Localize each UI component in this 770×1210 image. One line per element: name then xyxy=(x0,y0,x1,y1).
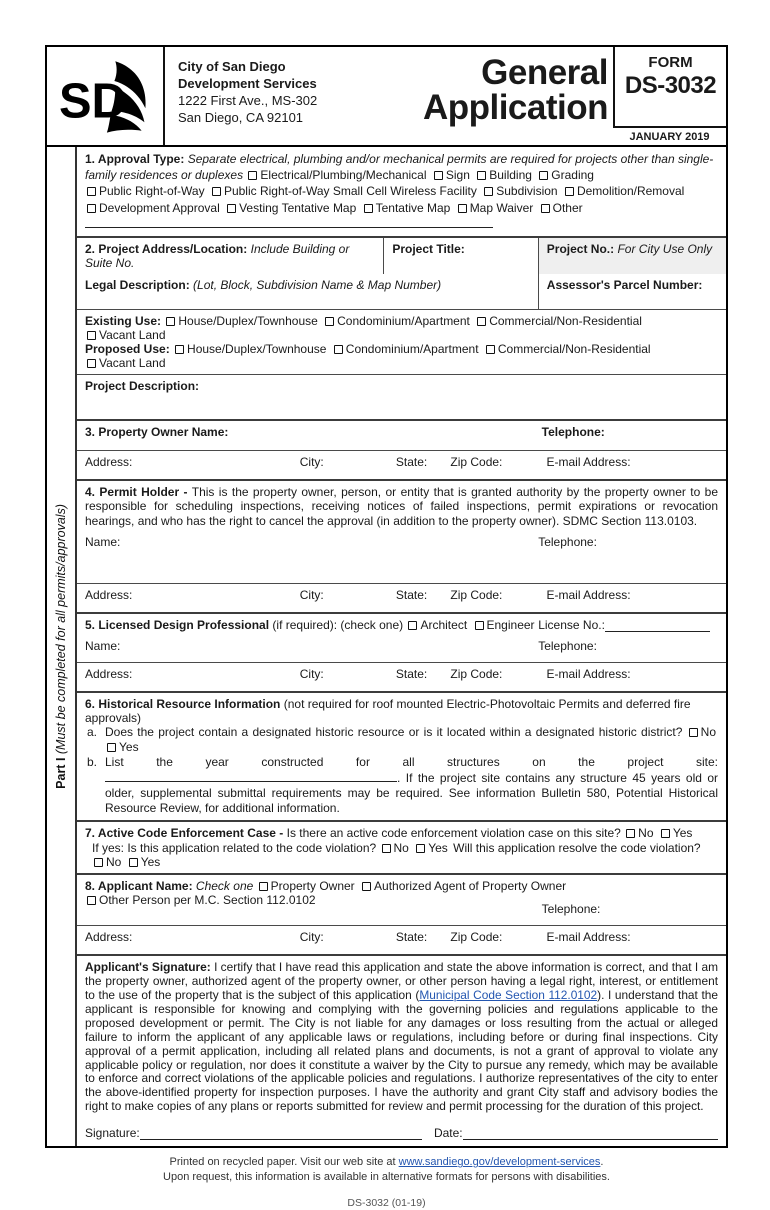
option-building[interactable]: Building xyxy=(475,168,532,182)
historic-no-option[interactable]: No xyxy=(687,725,716,739)
permit-holder-text-row xyxy=(77,481,726,583)
city-label: City: xyxy=(299,667,324,682)
project-no-label: Project No.: xyxy=(546,241,615,256)
part1-label: Part I xyxy=(54,757,68,790)
email-label: E-mail Address: xyxy=(546,454,631,469)
address-label: Address: xyxy=(85,454,133,469)
signature-section xyxy=(77,954,726,1146)
project-description-label: Project Description: xyxy=(85,378,200,393)
signature-date-line xyxy=(85,1126,718,1140)
section-8-applicant xyxy=(77,873,726,954)
city-label: City: xyxy=(299,930,324,945)
section-4-permit-holder xyxy=(77,479,726,612)
zip-label: Zip Code: xyxy=(450,930,503,945)
design-professional-label: 5. Licensed Design Professional xyxy=(85,618,270,633)
signature-input-line[interactable] xyxy=(140,1127,422,1140)
legal-description-label: Legal Description: xyxy=(85,277,190,292)
design-professional-name-line[interactable] xyxy=(85,639,718,657)
city-of-san-diego-logo-icon xyxy=(59,58,151,134)
option-architect[interactable]: Architect xyxy=(406,618,467,632)
date-label: Date: xyxy=(433,1126,463,1141)
checkbox-icon[interactable] xyxy=(475,621,484,630)
assessors-parcel-cell[interactable] xyxy=(538,274,726,309)
historical-item-b xyxy=(85,755,718,816)
property-owner-name-label: 3. Property Owner Name: xyxy=(85,424,229,439)
historical-resource-label: 6. Historical Resource Information xyxy=(85,697,281,712)
checkbox-icon[interactable] xyxy=(87,204,96,213)
option-engineer[interactable]: Engineer xyxy=(473,618,535,632)
checkbox-icon[interactable] xyxy=(477,317,486,326)
approval-type-note: Separate electrical, plumbing and/or mechanical permits are required for projects other than single-family residences or duplexes xyxy=(85,152,714,183)
checkbox-icon[interactable] xyxy=(227,204,236,213)
proposed-use-condo[interactable]: Condominium/Apartment xyxy=(332,342,479,356)
form-title xyxy=(355,47,613,145)
proposed-use-house[interactable]: House/Duplex/Townhouse xyxy=(173,342,326,356)
address-label: Address: xyxy=(85,588,133,603)
q1-no-option[interactable]: No xyxy=(624,826,653,840)
state-label: State: xyxy=(395,454,428,469)
permit-holder-text: This is the property owner, person, or entity that is granted authority by the property owner to be responsible for scheduling inspections, receiving notices of failed inspections, permit expirations or revocation hearings, and who has the right to cancel the approval (in addition to the property owner). SDMC Section 113.0103. xyxy=(85,484,719,528)
code-enforcement-line1 xyxy=(85,826,718,840)
checkbox-icon[interactable] xyxy=(477,171,486,180)
website-link[interactable]: www.sandiego.gov/development-services xyxy=(398,1156,601,1169)
historical-resource-header xyxy=(85,697,718,725)
existing-use-label: Existing Use: xyxy=(85,313,162,328)
form-main xyxy=(77,147,726,1146)
applicant-property-owner-option[interactable]: Property Owner xyxy=(257,879,355,893)
legal-description-cell[interactable] xyxy=(77,274,538,309)
checkbox-icon[interactable] xyxy=(486,345,495,354)
code-enforcement-q1: Is there an active code enforcement violation case on this site? xyxy=(286,826,621,841)
design-professional-address-row[interactable] xyxy=(77,662,726,691)
existing-use-commercial[interactable]: Commercial/Non-Residential xyxy=(475,314,642,328)
form-title-line2: Application xyxy=(422,88,608,127)
form-word: FORM xyxy=(648,54,693,71)
checkbox-icon[interactable] xyxy=(129,858,138,867)
q3-yes-option[interactable]: Yes xyxy=(127,855,161,869)
design-professional-note: (if required): (check one) xyxy=(272,618,404,633)
section-2-project-address xyxy=(77,236,726,419)
legal-description-row xyxy=(77,274,726,309)
city-label: City: xyxy=(299,454,324,469)
checkbox-icon[interactable] xyxy=(364,204,373,213)
section-1-approval-type xyxy=(77,147,726,236)
applicant-address-row[interactable] xyxy=(77,925,726,954)
proposed-use-vacant[interactable]: Vacant Land xyxy=(85,356,166,370)
municipal-code-link[interactable]: Municipal Code Section 112.0102 xyxy=(419,987,598,1002)
signature-label: Signature: xyxy=(85,1126,140,1141)
option-subdivision[interactable]: Subdivision xyxy=(482,184,557,198)
option-tentative-map[interactable]: Tentative Map xyxy=(362,201,451,215)
form-number-box xyxy=(613,47,726,128)
applicant-name-row[interactable] xyxy=(77,875,726,925)
permit-holder-name-line[interactable] xyxy=(85,535,718,579)
item-a-text-wrap xyxy=(105,725,718,755)
logo-cell xyxy=(47,47,165,145)
section-7-code-enforcement xyxy=(77,820,726,873)
proposed-use-line xyxy=(85,342,718,370)
checkbox-icon[interactable] xyxy=(362,882,371,891)
q1-yes-option[interactable]: Yes xyxy=(659,826,693,840)
document-number: DS-3032 (01-19) xyxy=(347,1196,426,1209)
assessors-parcel-label: Assessor's Parcel Number: xyxy=(546,277,703,292)
permit-holder-label: 4. Permit Holder - xyxy=(85,484,188,499)
item-a-question: Does the project contain a designated historic resource or is it located within a designated historic district? xyxy=(105,725,683,740)
agency-street: 1222 First Ave., MS-302 xyxy=(178,93,318,109)
form-number: DS-3032 xyxy=(624,72,717,99)
section-6-historical-resource xyxy=(77,691,726,820)
state-label: State: xyxy=(395,930,428,945)
checkbox-icon[interactable] xyxy=(87,187,96,196)
checkbox-icon[interactable] xyxy=(94,858,103,867)
historical-resource-row xyxy=(77,693,726,820)
license-no-input-line[interactable] xyxy=(605,620,710,632)
checkbox-icon[interactable] xyxy=(689,728,698,737)
checkbox-icon[interactable] xyxy=(408,621,417,630)
telephone-label: Telephone: xyxy=(538,535,597,550)
historical-item-a xyxy=(85,725,718,755)
option-other[interactable]: Other xyxy=(539,201,583,215)
form-revision-date: JANUARY 2019 xyxy=(629,131,710,143)
address-label: Address: xyxy=(85,930,133,945)
q2-no-option[interactable]: No xyxy=(380,841,409,855)
zip-label: Zip Code: xyxy=(450,588,503,603)
proposed-use-label: Proposed Use: xyxy=(85,341,170,356)
checkbox-icon[interactable] xyxy=(87,359,96,368)
email-label: E-mail Address: xyxy=(546,588,631,603)
option-development-approval[interactable]: Development Approval xyxy=(85,201,220,215)
project-title-label: Project Title: xyxy=(392,241,465,256)
footer-line2: Upon request, this information is available in alternative formats for persons with disabilities. xyxy=(163,1170,610,1183)
year-constructed-input-line[interactable] xyxy=(105,770,397,782)
item-b-continuation: . If the project site contains any structure 45 years old or older, supplemental submittal requirements may be required. See information Bulletin 580, Potential Historical Resource Review, for additional information. xyxy=(105,771,718,816)
use-row xyxy=(77,309,726,374)
svg-text:SD: SD xyxy=(59,74,127,129)
email-label: E-mail Address: xyxy=(546,930,631,945)
code-enforcement-label: 7. Active Code Enforcement Case - xyxy=(85,826,284,841)
project-description-row[interactable] xyxy=(77,374,726,419)
applicant-name-label: 8. Applicant Name: xyxy=(85,879,193,894)
applicant-other-person-option[interactable]: Other Person per M.C. Section 112.0102 xyxy=(85,893,316,907)
option-sign[interactable]: Sign xyxy=(432,168,470,182)
signature-paragraph xyxy=(85,961,718,1114)
checkbox-icon[interactable] xyxy=(334,345,343,354)
city-label: City: xyxy=(299,588,324,603)
option-grading[interactable]: Grading xyxy=(537,168,594,182)
checkbox-icon[interactable] xyxy=(87,331,96,340)
existing-use-condo[interactable]: Condominium/Apartment xyxy=(323,314,470,328)
part1-sidebar-label xyxy=(54,504,68,789)
license-no-group xyxy=(538,618,710,632)
checkbox-icon[interactable] xyxy=(661,829,670,838)
section-5-design-professional xyxy=(77,612,726,691)
checkbox-icon[interactable] xyxy=(539,171,548,180)
state-label: State: xyxy=(395,588,428,603)
footer-line1 xyxy=(45,1155,728,1169)
footer-line1-text: Printed on recycled paper. Visit our web site at xyxy=(169,1156,399,1169)
option-public-right-of-way[interactable]: Public Right-of-Way xyxy=(85,184,205,198)
checkbox-icon[interactable] xyxy=(259,882,268,891)
checkbox-icon[interactable] xyxy=(87,896,96,905)
design-professional-line xyxy=(85,618,718,632)
project-title-cell[interactable] xyxy=(383,238,537,274)
applicant-authorized-agent-option[interactable]: Authorized Agent of Property Owner xyxy=(360,879,566,893)
checkbox-icon[interactable] xyxy=(382,844,391,853)
checkbox-icon[interactable] xyxy=(458,204,467,213)
option-map-waiver[interactable]: Map Waiver xyxy=(456,201,534,215)
permit-holder-address-row[interactable] xyxy=(77,583,726,612)
form-header xyxy=(47,47,726,147)
applicants-signature-label: Applicant's Signature: xyxy=(85,960,211,975)
signature-block xyxy=(77,956,726,1146)
checkbox-icon[interactable] xyxy=(626,829,635,838)
checkbox-icon[interactable] xyxy=(212,187,221,196)
state-label: State: xyxy=(395,667,428,682)
historical-resource-note: (not required for roof mounted Electric-Photovoltaic Permits and deferred fire approvals) xyxy=(85,697,691,726)
project-address-label: 2. Project Address/Location: xyxy=(85,241,248,256)
project-no-cell xyxy=(538,238,726,274)
q3-no-option[interactable]: No xyxy=(92,855,121,869)
form-body xyxy=(47,147,726,1146)
form-title-line1: General xyxy=(481,53,608,92)
legal-description-note: (Lot, Block, Subdivision Name & Map Number) xyxy=(193,277,442,292)
checkbox-icon[interactable] xyxy=(484,187,493,196)
page-footer xyxy=(45,1155,728,1210)
code-enforcement-line2 xyxy=(85,841,718,869)
project-address-row xyxy=(77,238,726,274)
part1-note: (Must be completed for all permits/approvals) xyxy=(54,504,68,758)
zip-label: Zip Code: xyxy=(450,454,503,469)
agency-city: San Diego, CA 92101 xyxy=(178,110,304,126)
address-label: Address: xyxy=(85,667,133,682)
checkbox-icon[interactable] xyxy=(541,204,550,213)
telephone-label: Telephone: xyxy=(541,902,601,917)
project-address-note: Include Building or Suite No. xyxy=(85,241,350,270)
telephone-label: Telephone: xyxy=(538,639,597,654)
license-no-label: License No.: xyxy=(538,618,605,633)
agency-department: Development Services xyxy=(178,76,317,92)
checkbox-icon[interactable] xyxy=(565,187,574,196)
option-electrical-plumbing-mechanical[interactable]: Electrical/Plumbing/Mechanical xyxy=(246,168,426,182)
historic-yes-option[interactable]: Yes xyxy=(105,740,139,754)
zip-label: Zip Code: xyxy=(450,667,503,682)
code-enforcement-q2: If yes: Is this application related to the code violation? xyxy=(92,841,377,856)
part1-sidebar xyxy=(47,147,77,1146)
checkbox-icon[interactable] xyxy=(166,317,175,326)
footer-line1-period: . xyxy=(600,1156,604,1169)
item-a-prefix: a. xyxy=(87,725,98,740)
signature-text-1: I certify that I have read this application and state the above information is correct, and that I am the property owner, authorized agent of the property owner, or other person having a legal right, interest, or entitlement to the use of the property that is the subject of this application ( xyxy=(85,960,718,1002)
item-b-question: List the year constructed for all structures on the project site: xyxy=(105,755,718,770)
signature-text-2: ). I understand that the applicant is responsible for knowing and complying with the governing policies and regulations applicable to the proposed development or permit. The City is not liable for any damages or loss resulting from the actual or alleged failure to inform the applicant of any applicable laws or regulations, including before or during final inspections. City approval of a permit application, including all related plans and documents, is not a grant of approval to violate any applicable policy or regulation, nor does it constitute a waiver by the City to pursue any remedy, which may be available to enforce and correct violations of the applicable policies and regulations. I authorize representatives of the city to enter the above-identified property for inspection purposes. I have the authority and grant City staff and advisory bodies the right to make copies of any plans or reports submitted for review and permit processing for the duration of this project. xyxy=(85,987,718,1114)
proposed-use-commercial[interactable]: Commercial/Non-Residential xyxy=(484,342,651,356)
code-enforcement-row xyxy=(77,822,726,873)
existing-use-vacant[interactable]: Vacant Land xyxy=(85,328,166,342)
checkbox-icon[interactable] xyxy=(248,171,257,180)
item-b-text-wrap xyxy=(105,755,718,816)
name-label: Name: xyxy=(85,535,121,550)
checkbox-icon[interactable] xyxy=(416,844,425,853)
project-no-note: For City Use Only xyxy=(617,241,713,256)
design-professional-row xyxy=(77,614,726,662)
option-demolition-removal[interactable]: Demolition/Removal xyxy=(563,184,684,198)
checkbox-icon[interactable] xyxy=(175,345,184,354)
option-vesting-tentative-map[interactable]: Vesting Tentative Map xyxy=(225,201,356,215)
option-row-small-cell-wireless[interactable]: Public Right-of-Way Small Cell Wireless Facility xyxy=(210,184,477,198)
property-owner-name-row[interactable] xyxy=(77,421,726,450)
other-approval-input-line[interactable] xyxy=(85,216,493,228)
email-label: E-mail Address: xyxy=(546,667,631,682)
agency-name: City of San Diego xyxy=(178,59,286,74)
code-enforcement-q3: Will this application resolve the code violation? xyxy=(453,841,701,856)
name-label: Name: xyxy=(85,639,121,654)
agency-address-block xyxy=(165,47,355,145)
checkbox-icon[interactable] xyxy=(325,317,334,326)
date-input-line[interactable] xyxy=(463,1127,718,1140)
general-application-form xyxy=(45,45,728,1148)
approval-type-label: 1. Approval Type: xyxy=(85,152,185,166)
project-address-cell[interactable] xyxy=(77,238,383,274)
telephone-label: Telephone: xyxy=(541,424,605,439)
section-3-property-owner xyxy=(77,419,726,479)
property-owner-address-row[interactable] xyxy=(77,450,726,479)
checkbox-icon[interactable] xyxy=(107,743,116,752)
checkbox-icon[interactable] xyxy=(434,171,443,180)
applicant-check-one-note: Check one xyxy=(195,879,254,894)
approval-type-row xyxy=(77,147,726,236)
form-number-block xyxy=(613,47,726,145)
q2-yes-option[interactable]: Yes xyxy=(414,841,448,855)
existing-use-line xyxy=(85,314,718,342)
permit-holder-paragraph xyxy=(85,485,718,528)
item-b-prefix: b. xyxy=(87,755,98,770)
existing-use-house[interactable]: House/Duplex/Townhouse xyxy=(164,314,317,328)
